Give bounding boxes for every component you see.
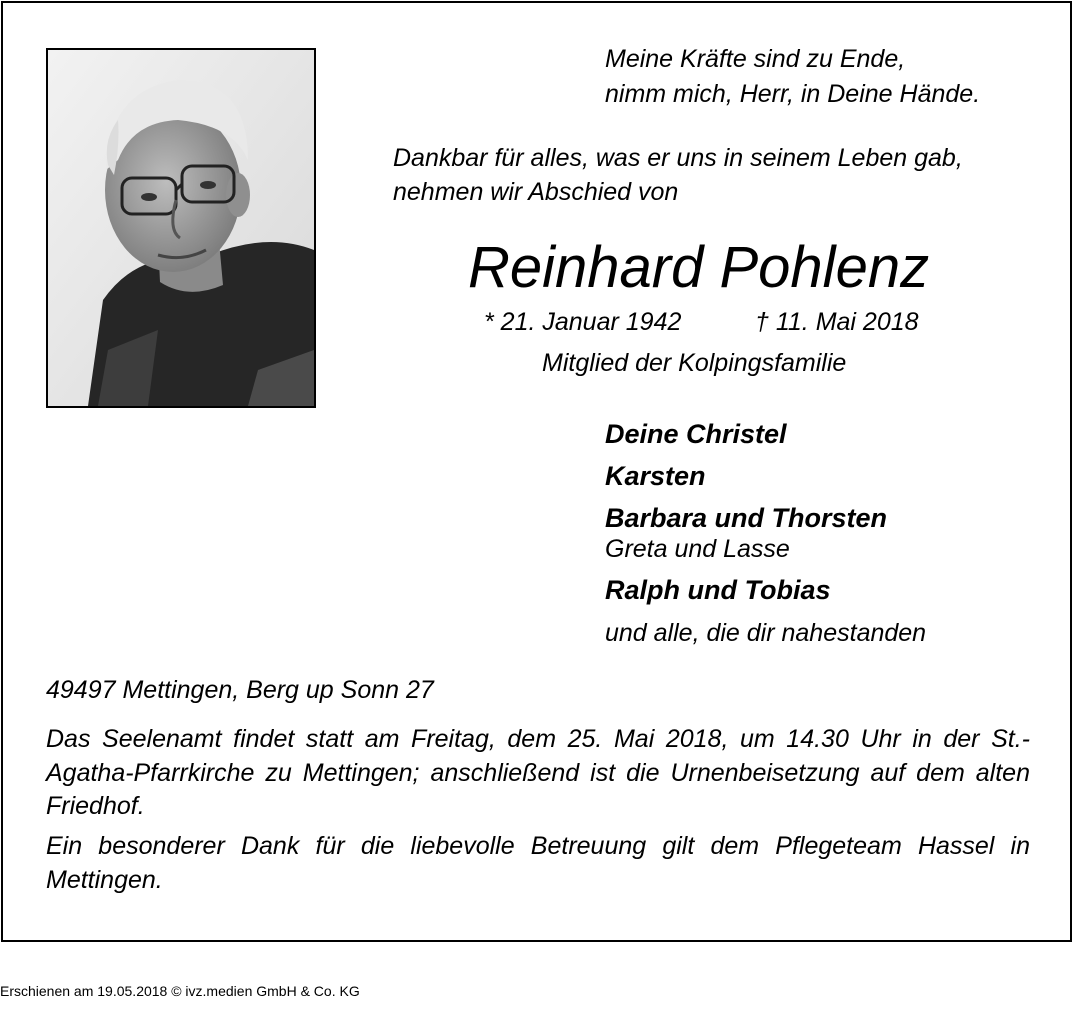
membership-note: Mitglied der Kolpingsfamilie bbox=[542, 349, 847, 377]
mourner-4: Ralph und Tobias bbox=[605, 575, 831, 605]
verse bbox=[605, 42, 980, 112]
birth-date: * 21. Januar 1942 bbox=[484, 308, 682, 336]
deceased-name: Reinhard Pohlenz bbox=[468, 235, 930, 300]
mourner-2: Karsten bbox=[605, 461, 706, 491]
mourner-3-children: Greta und Lasse bbox=[605, 535, 790, 563]
mourner-3: Barbara und Thorsten bbox=[605, 503, 888, 533]
intro-line-2: nehmen wir Abschied von bbox=[393, 178, 679, 206]
intro-text bbox=[393, 141, 963, 209]
publication-footer: Erschienen am 19.05.2018 © ivz.medien GmbH & Co. KG bbox=[0, 983, 360, 999]
intro-line-1: Dankbar für alles, was er uns in seinem Leben gab, bbox=[393, 144, 963, 172]
service-paragraph: Das Seelenamt findet statt am Freitag, dem 25. Mai 2018, um 14.30 Uhr in der St.-Agatha-Pfarrkirche zu Mettingen; anschließend ist die Urnenbeisetzung auf dem alten Friedhof. bbox=[46, 725, 1030, 820]
address: 49497 Mettingen, Berg up Sonn 27 bbox=[46, 676, 434, 704]
portrait-photo bbox=[46, 48, 316, 408]
verse-line-1: Meine Kräfte sind zu Ende, bbox=[605, 45, 906, 73]
thanks-paragraph: Ein besonderer Dank für die liebevolle Betreuung gilt dem Pflegeteam Hassel in Mettingen. bbox=[46, 832, 1030, 894]
mourner-1: Deine Christel bbox=[605, 419, 787, 449]
mourners-closing: und alle, die dir nahestanden bbox=[605, 619, 927, 647]
verse-line-2: nimm mich, Herr, in Deine Hände. bbox=[605, 80, 981, 108]
death-date: † 11. Mai 2018 bbox=[755, 308, 919, 336]
